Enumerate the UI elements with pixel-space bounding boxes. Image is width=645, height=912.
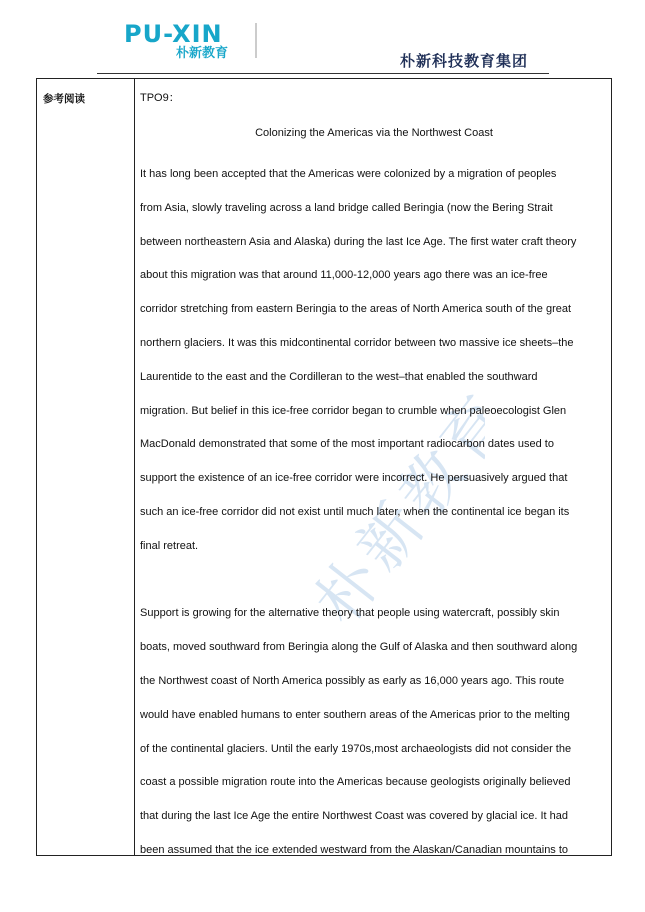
paragraph-gap	[140, 564, 608, 598]
text-line: such an ice-free corridor did not exist until much later, when the continental ice began its	[140, 505, 570, 518]
watermark-text: 朴新教育	[300, 378, 485, 630]
puxin-logo	[122, 20, 262, 60]
tpo-label: TPO9：	[140, 92, 180, 104]
column-divider	[134, 79, 135, 855]
text-line: Support is growing for the alternative theory that people using watercraft, possibly skin	[140, 607, 560, 620]
paragraph-2	[140, 597, 608, 867]
text-line: It has long been accepted that the Americas were colonized by a migration of peoples	[140, 168, 557, 180]
text-line: migration. But belief in this ice-free corridor began to crumble when paleoecologist Glen	[140, 404, 567, 417]
passage-title: Colonizing the Americas via the Northwest Coast	[255, 127, 493, 139]
text-line: northern glaciers. It was this midcontinental corridor between two massive ice sheets–the	[140, 336, 574, 349]
text-line: MacDonald demonstrated that some of the most important radiocarbon dates used to	[140, 438, 554, 451]
text-line: corridor stretching from eastern Beringia to the areas of North America south of the great	[140, 303, 572, 316]
text-line: that during the last Ice Age the entire Northwest Coast was covered by glacial ice. It had	[140, 810, 569, 823]
text-line: final retreat.	[140, 539, 199, 552]
text-line: support the existence of an ice-free corridor were incorrect. He persuasively argued that	[140, 472, 568, 485]
section-label: 参考阅读	[43, 93, 85, 105]
paragraph-1	[140, 158, 608, 564]
text-line: would have enabled humans to enter southern areas of the Americas prior to the melting	[140, 708, 570, 721]
text-line: been assumed that the ice extended westward from the Alaskan/Canadian mountains to	[140, 843, 569, 856]
reading-content	[140, 89, 608, 868]
text-line: Laurentide to the east and the Cordilleran to the west–that enabled the southward	[140, 370, 538, 383]
text-line: between northeastern Asia and Alaska) during the last Ice Age. The first water craft theory	[140, 235, 577, 248]
logo-wordmark: PU-XIN	[124, 20, 223, 48]
logo-subtext: 朴新教育	[176, 46, 229, 60]
text-line: of the continental glaciers. Until the early 1970s,most archaeologists did not consider the	[140, 742, 572, 755]
text-line: coast a possible migration route into the Americas because geologists originally believed	[140, 776, 571, 789]
header-divider	[97, 73, 549, 74]
document-table	[36, 78, 612, 856]
text-line: from Asia, slowly traveling across a land bridge called Beringia (now the Bering Strait	[140, 201, 553, 214]
text-line: about this migration was that around 11,000-12,000 years ago there was an ice-free	[140, 269, 548, 282]
org-name: 朴新科技教育集团	[399, 52, 528, 70]
text-line: boats, moved southward from Beringia along the Gulf of Alaska and then southward along	[140, 641, 578, 654]
text-line: the Northwest coast of North America possibly as early as 16,000 years ago. This route	[140, 674, 565, 687]
